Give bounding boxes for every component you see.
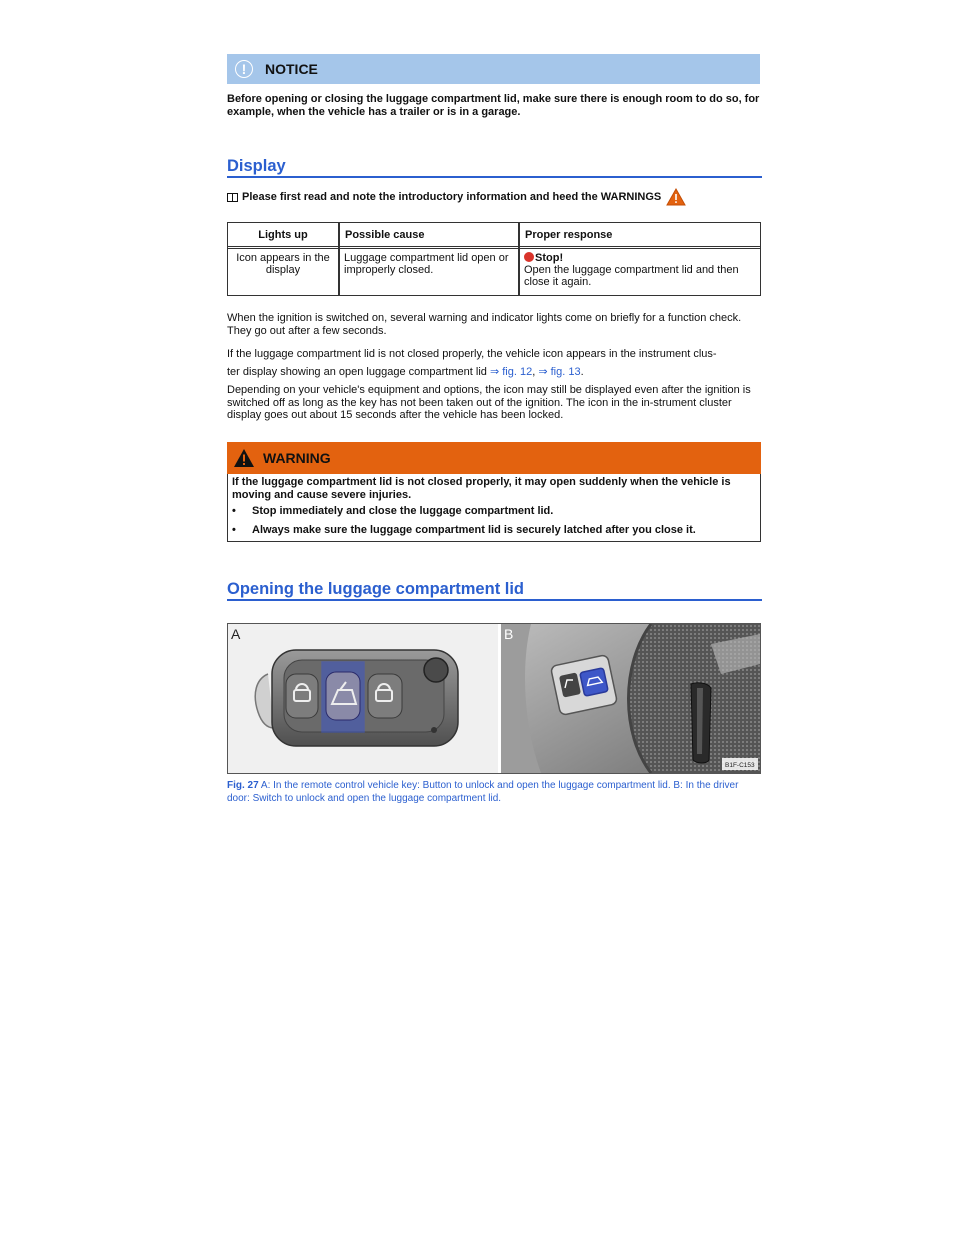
heading-rule xyxy=(227,176,762,178)
paragraph: Depending on your vehicle's equipment and options, the icon may still be displayed even after the ignition is switched off as long as the key has not been taken out of the ignition. The icon in the in-strument cluster display goes out about 15 seconds after the vehicle has been locked. xyxy=(227,384,751,421)
intro-text: Please first read and note the introductory information and heed the WARNINGS xyxy=(242,191,662,203)
notice-title: NOTICE xyxy=(265,61,318,77)
stop-icon xyxy=(524,252,534,262)
table-row xyxy=(227,248,761,296)
warning-body xyxy=(227,474,761,542)
bullet-icon: • xyxy=(232,505,236,517)
car-key-illustration xyxy=(228,624,498,773)
panel-label: A xyxy=(231,626,241,642)
figure-caption xyxy=(227,780,761,805)
warning-text: If the luggage compartment lid is not closed properly, it may open suddenly when the vehicle is moving and cause severe injuries. xyxy=(232,476,731,501)
book-icon xyxy=(227,193,238,202)
table-header-row xyxy=(227,222,761,247)
separator: , xyxy=(532,366,536,378)
column-header: Proper response xyxy=(519,222,761,247)
column-header: Possible cause xyxy=(339,222,519,247)
panel-label: B xyxy=(504,626,514,642)
heading-rule xyxy=(227,599,762,601)
section-heading-opening: Opening the luggage compartment lid xyxy=(227,580,525,598)
intro-line xyxy=(227,188,761,206)
door-switch-illustration xyxy=(501,624,760,773)
warning-triangle-icon xyxy=(233,448,255,468)
figure-panel-key xyxy=(228,624,498,773)
cell-response xyxy=(519,248,761,296)
period: . xyxy=(580,366,584,378)
figure-link[interactable]: ⇒ fig. 12 xyxy=(489,366,533,378)
paragraph: When the ignition is switched on, several warning and indicator lights come on briefly for a function check. They go out after a few seconds. xyxy=(227,312,742,337)
paragraph-text: ter display showing an open luggage compartment lid xyxy=(227,366,487,378)
column-header: Lights up xyxy=(227,222,339,247)
cell-cause: Luggage compartment lid open or improperly closed. xyxy=(339,248,519,296)
section-heading-display: Display xyxy=(227,157,286,175)
bullet-icon: • xyxy=(232,524,236,536)
figure-panel-door xyxy=(501,624,760,773)
response-text: Open the luggage compartment lid and then close it again. xyxy=(524,264,739,288)
response-title: Stop! xyxy=(535,252,564,264)
caption-label: Fig. 27 xyxy=(227,780,259,791)
caption-text: A: In the remote control vehicle key: Button to unlock and open the luggage compartment lid. B: In the driver door: Switch to unlock and open the luggage compartment lid. xyxy=(227,780,739,804)
exclamation-circle-icon: ! xyxy=(235,60,253,78)
paragraph xyxy=(227,366,761,379)
warning-bullet xyxy=(232,524,696,536)
paragraph: If the luggage compartment lid is not closed properly, the vehicle icon appears in the instrument clus- xyxy=(227,348,717,360)
warning-triangle-icon xyxy=(666,188,686,206)
warning-bullet xyxy=(232,505,553,517)
bullet-text: Stop immediately and close the luggage compartment lid. xyxy=(252,505,554,517)
figure-link[interactable]: ⇒ fig. 13 xyxy=(538,366,581,378)
notice-text: Before opening or closing the luggage compartment lid, make sure there is enough room to do so, for example, when the vehicle has a trailer or is in a garage. xyxy=(227,93,760,118)
image-code: B1F-C153 xyxy=(725,762,755,769)
warning-header xyxy=(227,442,761,474)
notice-header xyxy=(227,54,760,84)
indicator-table xyxy=(227,222,761,296)
cell-lights-up: Icon appears in the display xyxy=(227,248,339,296)
bullet-text: Always make sure the luggage compartment lid is securely latched after you close it. xyxy=(252,524,696,536)
figure-27 xyxy=(227,623,761,774)
warning-title: WARNING xyxy=(263,450,331,466)
